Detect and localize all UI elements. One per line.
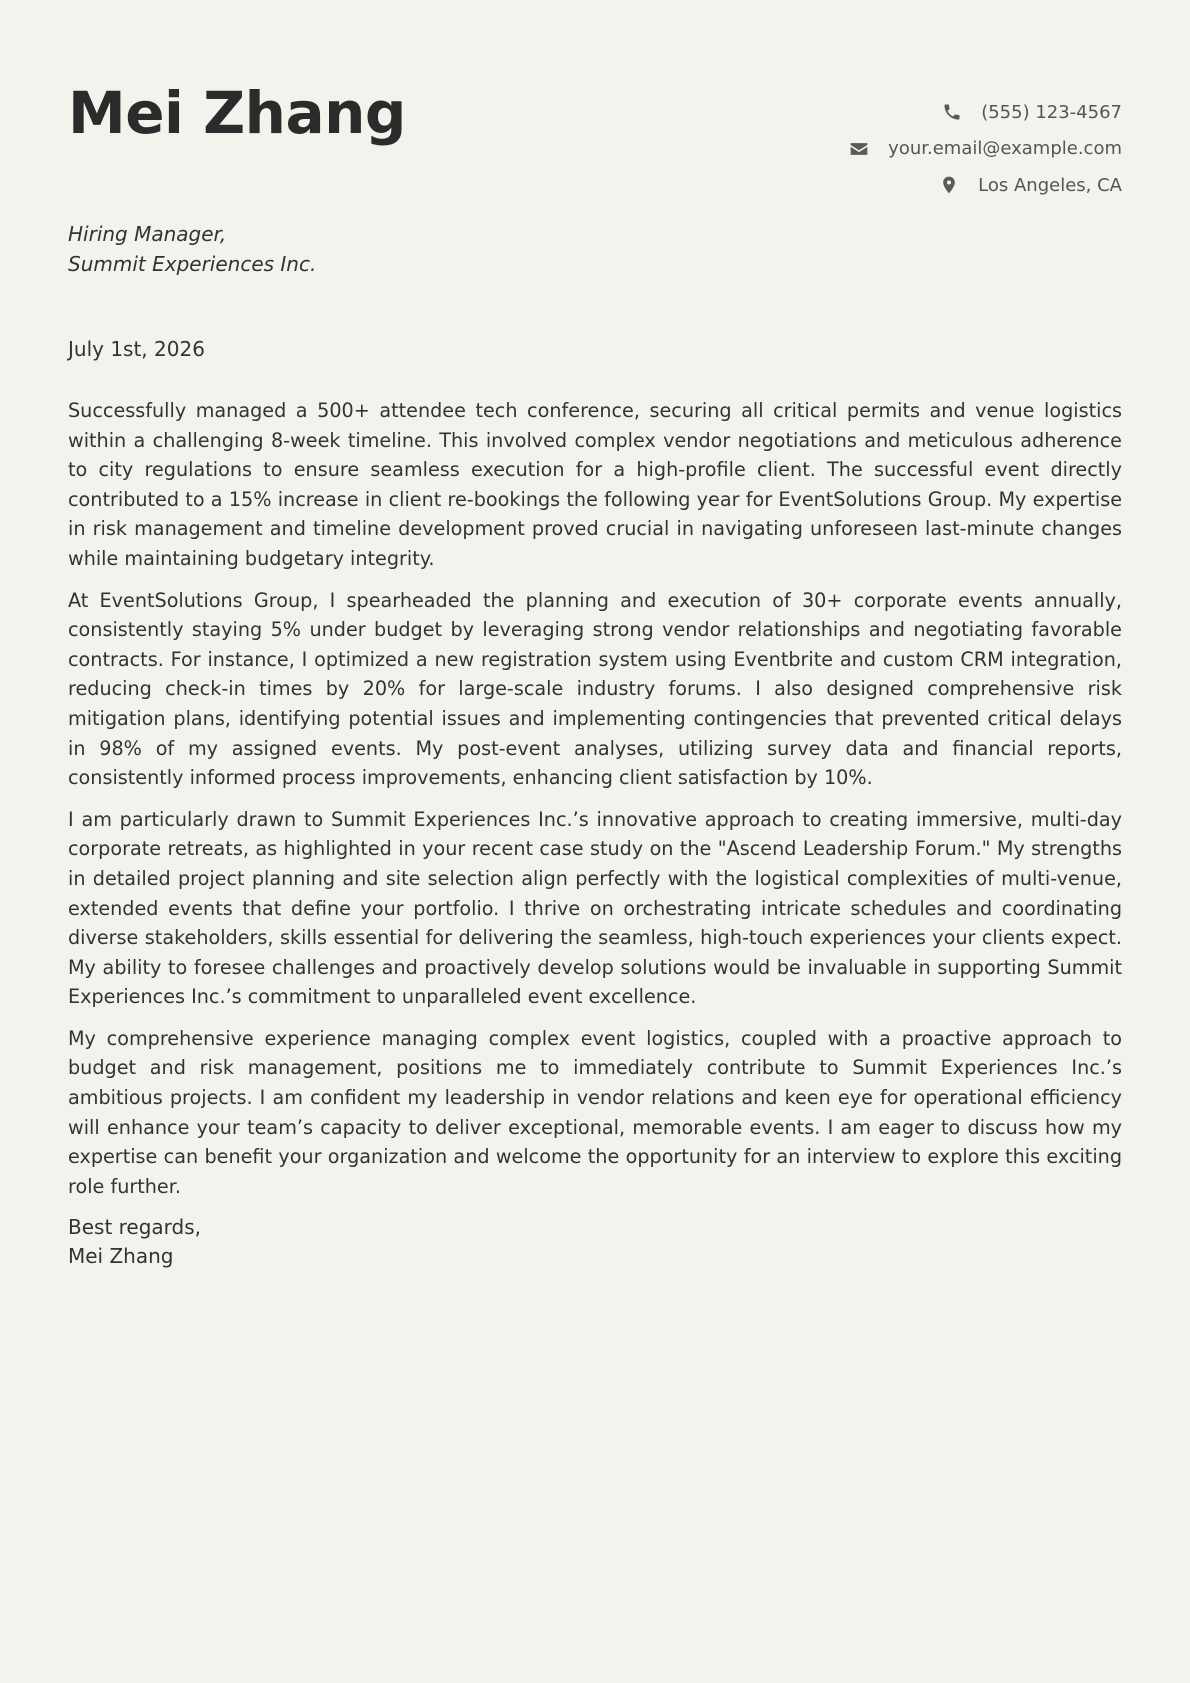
contact-phone: [848, 94, 1122, 131]
phone-icon: [941, 101, 963, 123]
envelope-icon: [848, 138, 870, 160]
map-pin-icon: [938, 174, 960, 196]
signature-name: Mei Zhang: [68, 1244, 174, 1269]
letter-body: [68, 396, 1122, 1271]
location-text: Los Angeles, CA: [978, 174, 1122, 196]
recipient-line-1: Hiring Manager,: [68, 222, 227, 246]
recipient-line-2: Summit Experiences Inc.: [68, 252, 317, 276]
contact-info: [848, 94, 1122, 204]
recipient-block: [68, 219, 316, 279]
body-paragraph-2: At EventSolutions Group, I spearheaded the planning and execution of 30+ corporate events annually, consistently staying 5% under budget by leveraging strong vendor relationships and negotiating favorable contracts. For instance, I optimized a new registration system using Eventbrite and custom CRM integration, reducing check-in times by 20% for large-scale industry forums. I also designed comprehensive risk mitigation plans, identifying potential issues and implementing contingencies that prevented critical delays in 98% of my assigned events. My post-event analyses, utilizing survey data and financial reports, consistently informed process improvements, enhancing client satisfaction by 10%.: [68, 588, 1122, 790]
body-paragraph-4: My comprehensive experience managing complex event logistics, coupled with a proactive approach to budget and risk management, positions me to immediately contribute to Summit Experiences Inc.’s ambitious projects. I am confident my leadership in vendor relations and keen eye for operational efficiency will enhance your team’s capacity to deliver exceptional, memorable events. I am eager to discuss how my expertise can benefit your organization and welcome the opportunity for an interview to explore this exciting role further.: [68, 1026, 1122, 1198]
phone-text: (555) 123-4567: [981, 101, 1122, 123]
applicant-name: Mei Zhang: [68, 79, 406, 147]
cover-letter-page: [68, 0, 1122, 1269]
contact-email: [848, 131, 1122, 168]
body-paragraph-3: I am particularly drawn to Summit Experiences Inc.’s innovative approach to creating immersive, multi-day corporate retreats, as highlighted in your recent case study on the "Ascend Leadership Forum." My strengths in detailed project planning and site selection align perfectly with the logistical complexities of multi-venue, extended events that define your portfolio. I thrive on orchestrating intricate schedules and coordinating diverse stakeholders, skills essential for delivering the seamless, high-touch experiences your clients expect. My ability to foresee challenges and proactively develop solutions would be invaluable in supporting Summit Experiences Inc.’s commitment to unparalleled event excellence.: [68, 807, 1122, 1009]
letter-date: July 1st, 2026: [68, 337, 205, 361]
body-paragraph-1: Successfully managed a 500+ attendee tech conference, securing all critical permits and venue logistics within a challenging 8-week timeline. This involved complex vendor negotiations and meticulous adherence to city regulations to ensure seamless execution for a high-profile client. The successful event directly contributed to a 15% increase in client re-bookings the following year for EventSolutions Group. My expertise in risk management and timeline development proved crucial in navigating unforeseen last-minute changes while maintaining budgetary integrity.: [68, 399, 1122, 570]
email-text: your.email@example.com: [888, 138, 1122, 160]
contact-location: [848, 167, 1122, 204]
closing-block: [68, 1213, 1122, 1271]
closing-salutation: Best regards,: [68, 1215, 202, 1240]
letter-header: [68, 0, 1122, 205]
